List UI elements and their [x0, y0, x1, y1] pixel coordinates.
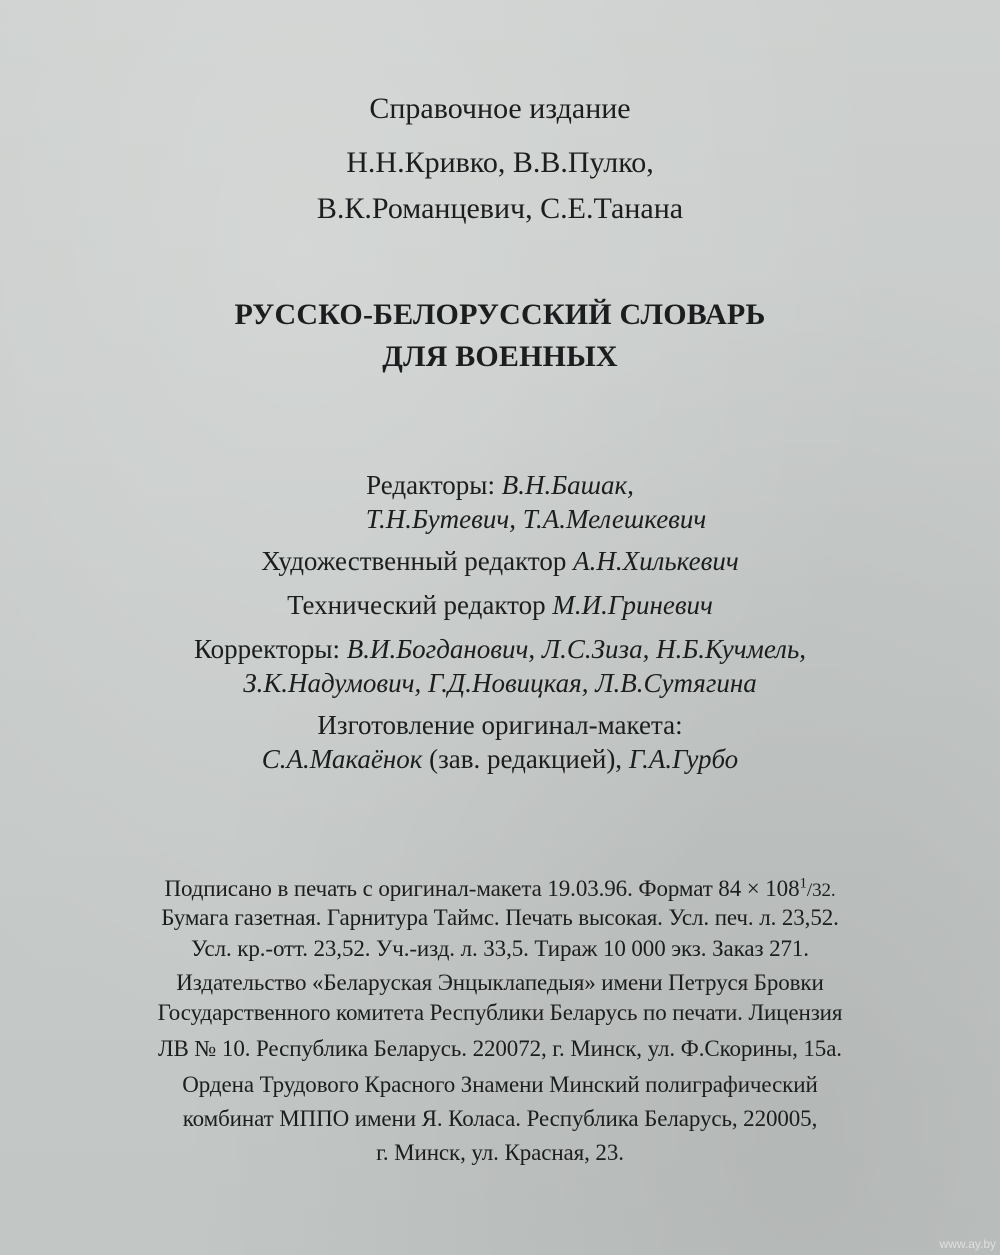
- book-title-line-1: РУССКО-БЕЛОРУССКИЙ СЛОВАРЬ: [234, 298, 766, 331]
- imprint-line-6: ЛВ № 10. Республика Беларусь. 220072, г. Минск, ул. Ф.Скорины, 15а.: [158, 1036, 842, 1061]
- layout-line: [0, 744, 1000, 775]
- imprint-line-8: комбинат МППО имени Я. Коласа. Республика Беларусь, 220005,: [182, 1106, 818, 1131]
- correctors-line-1: [0, 634, 1000, 665]
- editors-line-2: [36, 504, 1000, 535]
- editors-name-1: В.Н.Башак,: [501, 470, 634, 500]
- tech-editor-label: Технический редактор: [287, 590, 546, 620]
- correctors-label: Корректоры:: [194, 634, 341, 664]
- correctors-names-1: В.И.Богданович, Л.С.Зиза, Н.Б.Кучмель,: [346, 634, 806, 664]
- tech-editor-line: [0, 590, 1000, 621]
- layout-role: (зав. редакцией),: [422, 744, 629, 774]
- editors-names-2: Т.Н.Бутевич, Т.А.Мелешкевич: [365, 504, 707, 534]
- layout-label: Изготовление оригинал-макета:: [317, 710, 683, 740]
- editors-line-1: [0, 470, 1000, 501]
- correctors-names-2: З.К.Надумович, Г.Д.Новицкая, Л.В.Сутягина: [243, 668, 757, 698]
- authors-line-1: Н.Н.Кривко, В.В.Пулко,: [346, 146, 654, 179]
- imprint-line-7: Ордена Трудового Красного Знамени Минский полиграфический: [182, 1072, 818, 1097]
- imprint-line-1: [0, 876, 1000, 902]
- correctors-line-2: [0, 668, 1000, 699]
- format-superscript: 1: [799, 875, 807, 892]
- art-editor-label: Художественный редактор: [261, 546, 567, 576]
- imprint-line-3: Усл. кр.-отт. 23,52. Уч.-изд. л. 33,5. Тираж 10 000 экз. Заказ 271.: [191, 936, 809, 961]
- art-editor-name: А.Н.Хилькевич: [573, 546, 739, 576]
- imprint-line-4: Издательство «Беларуская Энцыклапедыя» имени Петруся Бровки: [176, 970, 824, 995]
- edition-type: Справочное издание: [369, 92, 631, 125]
- authors-line-2: В.К.Романцевич, С.Е.Танана: [316, 192, 684, 225]
- format-fraction: /32.: [806, 880, 836, 901]
- imprint-line-2: Бумага газетная. Гарнитура Таймс. Печать высокая. Усл. печ. л. 23,52.: [161, 905, 839, 930]
- layout-name-1: С.А.Макаёнок: [261, 744, 423, 774]
- editors-label: Редакторы:: [366, 470, 495, 500]
- site-watermark: www.ay.by: [939, 1237, 996, 1251]
- imprint-line-9: г. Минск, ул. Красная, 23.: [376, 1140, 624, 1165]
- layout-name-2: Г.А.Гурбо: [628, 744, 739, 774]
- imprint-line-5: Государственного комитета Республики Беларусь по печати. Лицензия: [157, 1000, 843, 1025]
- tech-editor-name: М.И.Гриневич: [552, 590, 713, 620]
- art-editor-line: [0, 546, 1000, 577]
- imprint-line-1-text: Подписано в печать с оригинал-макета 19.03.96. Формат 84 × 108: [164, 876, 800, 901]
- book-title-line-2: ДЛЯ ВОЕННЫХ: [382, 340, 618, 373]
